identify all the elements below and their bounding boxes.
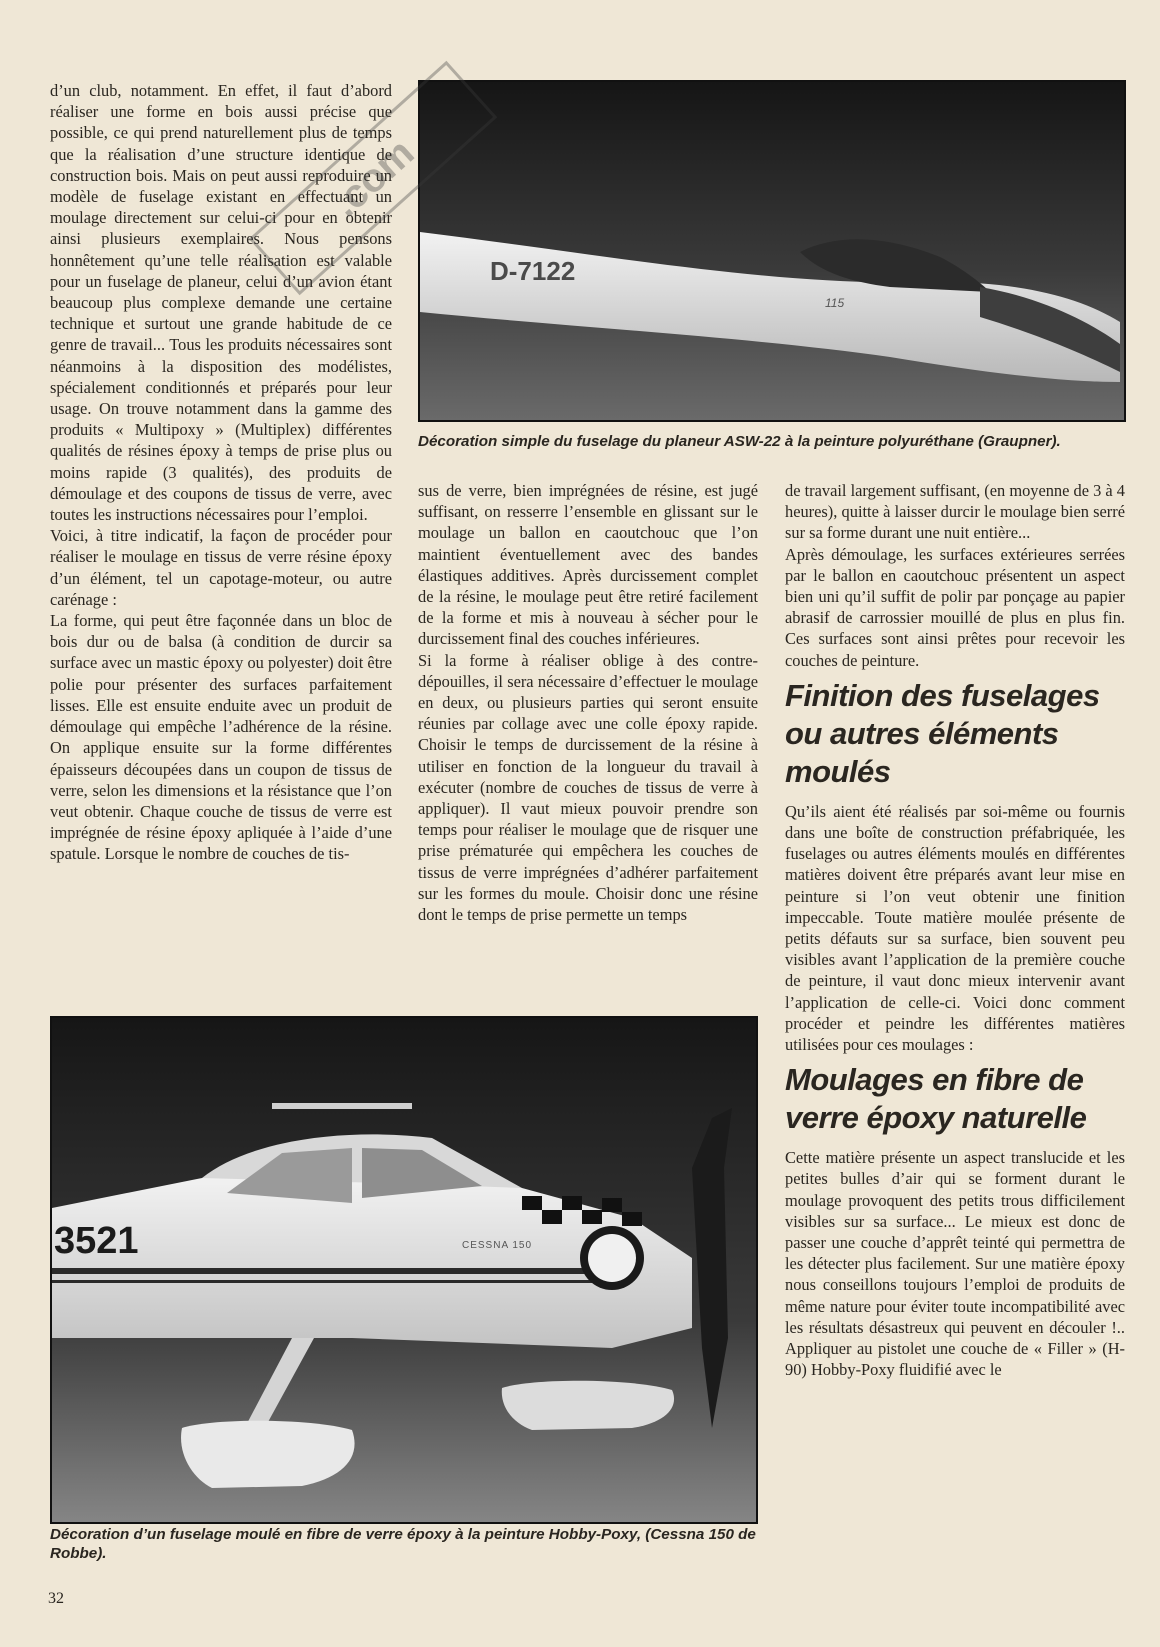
cessna-model-text: CESSNA 150 bbox=[462, 1240, 533, 1251]
glider-photo-caption: Décoration simple du fuselage du planeur ASW-22 à la peinture polyuréthane (Graupner). bbox=[418, 433, 1061, 450]
cessna-fuselage-illustration bbox=[52, 1018, 756, 1522]
col1-paragraph-1: d’un club, notamment. En effet, il faut d’abord réaliser une forme en bois aussi précise que possible, ce qui prend naturellement plus de temps que la réalisation d’une structure identique de construction bois. Mais on peut aussi reproduire un modèle de fuselage existant en effectuant un moulage directement sur celui-ci pour en obtenir ainsi plusieurs exemplaires. Nous pensons honnêtement qu’une telle réalisation est valable pour un fuselage de planeur, celui d’un avion étant beaucoup plus complexe demande une certaine technique et surtout une grande habitude de ce genre de travail... Tous les produits nécessaires sont néanmoins à la disposition des modélistes, spécialement conditionnés et préparés pour leur usage. On trouve notamment dans la gamme des produits « Multipoxy » (Multiplex) différentes qualités de résines époxy à temps de prise plus ou moins rapide (3 qualités), des produits de démoulage et des coupons de tissus de verre, avec toutes les instructions nécessaires pour l’emploi. bbox=[50, 81, 392, 525]
glider-photo bbox=[418, 80, 1126, 422]
col2-paragraph-2: Si la forme à réaliser oblige à des contre-dépouilles, il sera nécessaire d’effectuer le moulage en deux, ou plusieurs parties qui seront ensuite réunies par collage avec une colle époxy rapide. Choisir le temps de durcissement de la résine à utiliser en fonction de la longueur du travail à exécuter (nombre de couches de tissus de verre à appliquer). Il vaut mieux pouvoir prendre son temps pour réaliser le moulage que de risquer une prise prématurée qui empêchera les couches de tissus de verre imprégnées d’adhérer parfaitement sur les formes du moule. Choisir donc une résine dont le temps de prise permette un temps bbox=[418, 650, 758, 925]
cessna-photo-caption: Décoration d’un fuselage moulé en fibre de verre époxy à la peinture Hobby-Poxy, (Cessna 150 de Robbe). bbox=[50, 1526, 756, 1562]
heading-finition: Finition des fuselages ou autres éléments moulés bbox=[785, 677, 1100, 789]
glider-fuselage-illustration bbox=[420, 82, 1124, 420]
heading-moulages: Moulages en fibre de verre époxy naturelle bbox=[785, 1062, 1087, 1136]
col2-paragraph-1: sus de verre, bien imprégnées de résine, est jugé suffisant, on resserre l’ensemble en glissant sur le moulage un ballon en caoutchouc que l’on maintient éventuellement avec des bandes élastiques additives. Après durcissement complet de la résine, le moulage peut être retiré facilement de la forme et mis à nouveau à sécher pour le durcissement final des couches inférieures. bbox=[418, 481, 758, 649]
column-3 bbox=[785, 480, 1125, 1381]
col3-paragraph-3: Qu’ils aient été réalisés par soi-même ou fournis dans une boîte de construction préfabriquée, les fuselages ou autres éléments moulés en différentes matières doivent être préparés avant leur mise en peinture si l’on veut obtenir une finition impeccable. Toute matière moulée présente de petits défauts sur sa surface, bien souvent peu visibles avant l’application de la première couche de peinture, il vaut donc mieux intervenir avant l’application de celle-ci. Voici donc comment procéder et peindre les différentes matières utilisées pour ces moulages : bbox=[785, 801, 1125, 1055]
glider-registration: D-7122 bbox=[490, 256, 576, 286]
col1-paragraph-2: Voici, à titre indicatif, la façon de procéder pour réaliser le moulage en tissus de verre résine époxy d’un élément, tel un capotage-moteur, ou autre carénage : bbox=[50, 526, 392, 609]
col3-paragraph-4: Cette matière présente un aspect translucide et les petites bulles d’air qui se forment durant le moulage provoquent des petits trous difficilement visibles sur sa surface... Le mieux est donc de passer une couche d’apprêt teinté qui permettra de les détecter plus facilement. Sur une matière époxy nous conseillons toujours l’emploi de produits de même nature pour éviter toute incompatibilité avec les résultats désastreux qui peuvent en découler !.. Appliquer au pistolet une couche de « Filler » (H-90) Hobby-Poxy fluidifié avec le bbox=[785, 1148, 1125, 1380]
cessna-photo bbox=[50, 1016, 758, 1524]
glider-badge: 115 bbox=[825, 296, 845, 310]
col3-paragraph-1: de travail largement suffisant, (en moyenne de 3 à 4 heures), quitte à laisser durcir le moulage bien serré sur sa forme durant une nuit entière... bbox=[785, 481, 1125, 543]
watermark-stamp: .com bbox=[249, 61, 498, 295]
cessna-registration: 3521 bbox=[54, 1220, 139, 1262]
column-2 bbox=[418, 480, 758, 925]
col3-paragraph-2: Après démoulage, les surfaces extérieures serrées par le ballon en caoutchouc présentent un aspect bien uni qu’il suffit de polir par ponçage au papier abrasif de carrossier mouillé de plus en plus fin. Ces surfaces sont ainsi prêtes pour recevoir les couches de peinture. bbox=[785, 544, 1125, 670]
page-number: 32 bbox=[48, 1590, 64, 1607]
col1-paragraph-3: La forme, qui peut être façonnée dans un bloc de bois dur ou de balsa (à condition de durcir sa surface avec un mastic époxy ou polyester) doit être polie pour présenter des surfaces parfaitement lisses. Elle est ensuite enduite avec un produit de démoulage qui empêche l’adhérence de la résine. On applique ensuite sur la forme différentes épaisseurs découpées dans un coupon de tissus de verre, selon les dimensions et la résistance que l’on veut obtenir. Chaque couche de tissus de verre est imprégnée de résine époxy apliquée à l’aide d’une spatule. Lorsque le nombre de couches de tis- bbox=[50, 611, 392, 864]
